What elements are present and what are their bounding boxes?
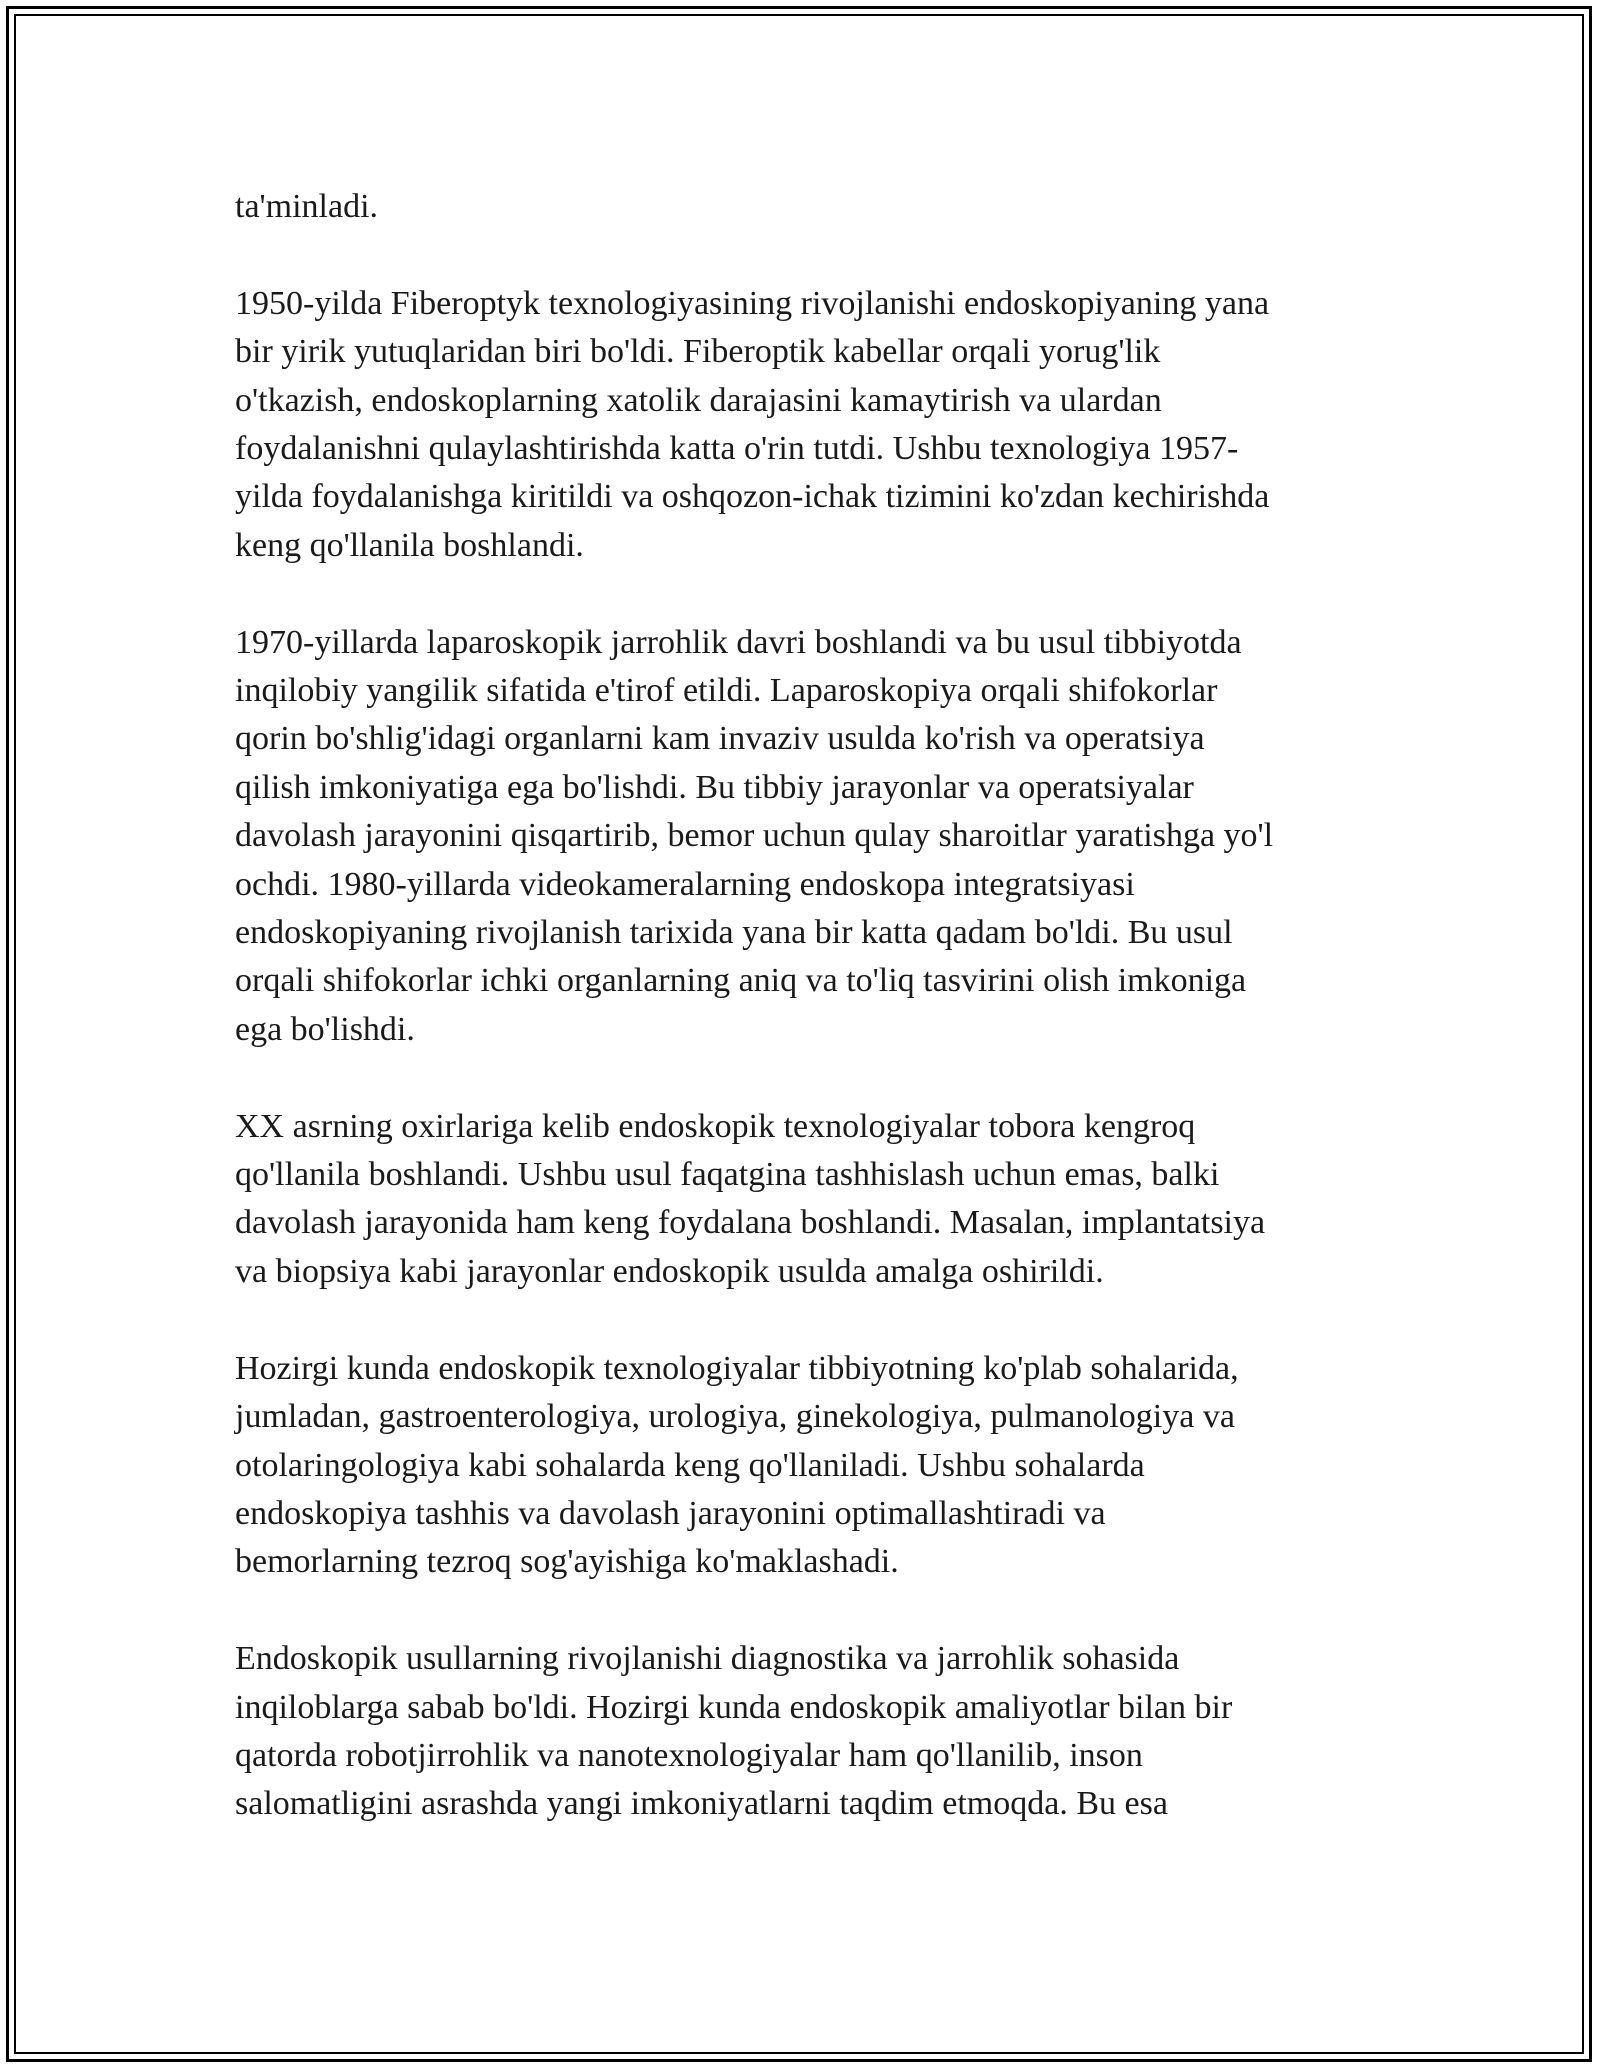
paragraph: Endoskopik usullarning rivojlanishi diagnostika va jarrohlik sohasida inqiloblarga sabab bo'ldi. Hozirgi kunda endoskopik amaliyotlar bilan bir qatorda robotjirrohlik va nanotexnologiyalar ham qo'llanilib, inson salomatligini asrashda yangi imkoniyatlarni taqdim etmoqda. Bu esa — [235, 1640, 1233, 1823]
paragraph: Hozirgi kunda endoskopik texnologiyalar tibbiyotning ko'plab sohalarida, jumladan, gastroenterologiya, urologiya, ginekologiya, pulmanologiya va otolaringologiya kabi sohalarda keng qo'llaniladi. Ushbu sohalarda endoskopiya tashhis va davolash jarayonini optimallashtiradi va bemorlarning tezroq sog'ayishiga ko'maklashadi. — [235, 1349, 1239, 1581]
paragraph: ta'minladi. — [235, 188, 379, 225]
paragraph: XX asrning oxirlariga kelib endoskopik texnologiyalar tobora kengroq qo'llanila boshlandi. Ushbu usul faqatgina tashhislash uchun emas, balki davolash jarayonida ham keng foydalana boshlandi. Masalan, implantatsiya va biopsiya kabi jarayonlar endoskopik usulda amalga oshirildi. — [235, 1107, 1266, 1290]
paragraph: 1950-yilda Fiberoptyk texnologiyasining rivojlanishi endoskopiyaning yana bir yirik yutuqlaridan biri bo'ldi. Fiberoptik kabellar orqali yorug'lik o'tkazish, endoskoplarning xatolik darajasini kamaytirish va ulardan foydalanishni qulaylashtirishda katta o'rin tutdi. Ushbu texnologiya 1957- yilda foydalanishga kiritildi va oshqozon-ichak tizimini ko'zdan kechirishda keng qo'llanila boshlandi. — [235, 284, 1270, 564]
document-body — [235, 183, 1365, 1877]
paragraph: 1970-yillarda laparoskopik jarrohlik davri boshlandi va bu usul tibbiyotda inqilobiy yangilik sifatida e'tirof etildi. Laparoskopiya orqali shifokorlar qorin bo'shlig'idagi organlarni kam invaziv usulda ko'rish va operatsiya qilish imkoniyatiga ega bo'lishdi. Bu tibbiy jarayonlar va operatsiyalar davolash jarayonini qisqartirib, bemor uchun qulay sharoitlar yaratishga yo'l ochdi. 1980-yillarda videokameralarning endoskopa integratsiyasi endoskopiyaning rivojlanish tarixida yana bir katta qadam bo'ldi. Bu usul orqali shifokorlar ichki organlarning aniq va to'liq tasvirini olish imkoniga ega bo'lishdi. — [235, 623, 1274, 1048]
